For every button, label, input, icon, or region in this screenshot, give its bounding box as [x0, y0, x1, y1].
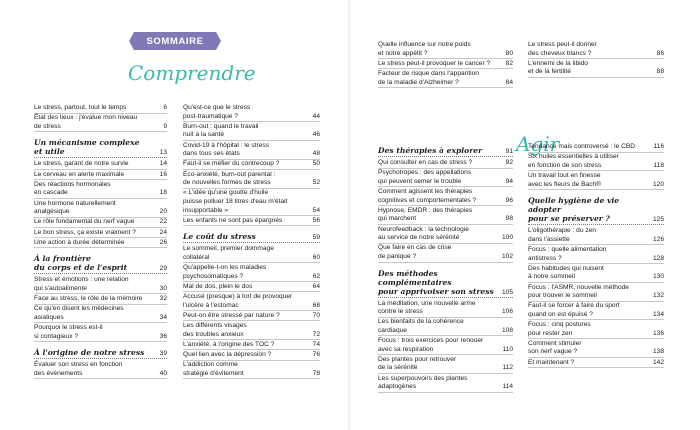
toc-column-1 — [34, 104, 167, 380]
toc-entry — [183, 264, 320, 282]
page-number: 36 — [159, 332, 167, 340]
page-number: 39 — [159, 350, 167, 358]
entry-title: Facteur de risque dans l'apparition de la maladie d'Alzheimer ? — [378, 69, 479, 86]
entry-title: Les superpouvoirs des plantes adaptogènes — [378, 374, 468, 391]
entry-title: Le rôle fondamental du nerf vague — [34, 218, 135, 226]
entry-title: L'oligothérapie : du zen dans l'assiette — [528, 227, 596, 243]
page-number: 76 — [312, 350, 320, 358]
entry-title: Hypnose, EMDR : des thérapies qui marchent — [378, 206, 473, 223]
entry-title: Le bon stress, ça existe vraiment ? — [34, 228, 136, 236]
entry-title: Peut-on être stressé par nature ? — [183, 311, 280, 319]
page-number: 52 — [312, 179, 320, 187]
toc-entry — [183, 293, 320, 311]
entry-title: L'anxiété, à l'origine des TOC ? — [183, 340, 275, 348]
page-number: 18 — [159, 189, 167, 197]
entry-title: Le stress peut-il provoquer le cancer ? — [378, 59, 491, 67]
toc-entry — [378, 226, 513, 244]
toc-section-heading — [34, 254, 167, 274]
entry-title: Un travail tout en finesse avec les fleurs de Bach® — [528, 171, 602, 188]
page-number: 128 — [652, 254, 664, 262]
entry-title: Six huiles essentielles à utiliser en fonction de son stress — [528, 153, 619, 169]
toc-column-4 — [528, 143, 664, 369]
toc-entry — [183, 245, 320, 263]
toc-entry — [34, 229, 167, 239]
section-heading-text: Quelle hygiène de vie adopter pour se préserver ? — [528, 196, 620, 224]
toc-column-2 — [183, 104, 320, 380]
page-number: 78 — [312, 369, 320, 377]
section-heading-text: Des thérapies à explorer — [378, 146, 483, 155]
toc-entry — [183, 322, 320, 340]
page-number: 74 — [312, 340, 320, 348]
toc-entry — [183, 312, 320, 322]
toc-entry — [34, 104, 167, 114]
toc-entry — [34, 361, 167, 379]
toc-entry — [378, 70, 513, 88]
section-heading-text: À la frontière du corps et de l'esprit — [34, 254, 128, 273]
entry-title: Des habitudes qui nuisent à notre sommeil — [528, 264, 604, 281]
page-number: 50 — [312, 160, 320, 168]
section-title-comprendre: Comprendre — [128, 61, 256, 85]
page-number: 46 — [312, 131, 320, 139]
page-number: 22 — [159, 218, 167, 226]
entry-title: Les différents visages des troubles anxieux — [183, 322, 247, 338]
entry-title: Le sommeil, premier dommage collatéral — [183, 245, 274, 261]
page-number: 106 — [501, 308, 513, 316]
toc-entry — [378, 356, 513, 374]
section-title-agir: Agir — [516, 132, 560, 156]
entry-title: Le stress, garant de notre survie — [34, 160, 129, 168]
entry-title: Qui consulter en cas de stress ? — [378, 159, 473, 166]
page-number: 105 — [501, 288, 513, 296]
toc-entry — [34, 239, 167, 249]
page-number: 44 — [312, 112, 320, 120]
entry-title: Pourquoi le stress est-il si contagieux ? — [34, 324, 103, 340]
page-number: 132 — [652, 292, 664, 300]
toc-section-heading — [378, 269, 513, 298]
entry-title: Quel lien avec la dépression ? — [183, 350, 272, 358]
page-number: 68 — [312, 301, 320, 309]
toc-entry — [378, 337, 513, 355]
toc-entry — [34, 324, 167, 342]
page-number: 6 — [163, 104, 167, 111]
entry-title: Comment agissent les thérapies cognitives et comportementales ? — [378, 187, 477, 204]
toc-entry — [378, 207, 513, 225]
toc-entry — [378, 60, 513, 70]
entry-title: Stress et émotions : une relation qui s'autoalimente — [34, 276, 129, 292]
toc-entry — [528, 321, 664, 339]
toc-entry — [183, 283, 320, 293]
entry-title: Des plantes pour retrouver de la sérénité — [378, 355, 457, 372]
toc-entry — [528, 340, 664, 358]
toc-entry — [34, 200, 167, 218]
entry-title: Qu'est-ce que le stress post-traumatique ? — [183, 104, 251, 120]
toc-entry — [378, 244, 513, 262]
entry-title: Mal de dos, plein le dos — [183, 282, 253, 290]
page-number: 100 — [501, 234, 513, 242]
toc-entry — [183, 361, 320, 379]
entry-title: Focus : trois exercices pour renouer avec sa respiration — [378, 337, 484, 353]
page-number: 60 — [312, 253, 320, 261]
entry-title: Une action à durée déterminée — [34, 238, 125, 246]
entry-title: Focus : quelle alimentation antistress ? — [528, 245, 607, 262]
toc-entry — [183, 341, 320, 351]
toc-entry — [528, 227, 664, 245]
toc-entry — [34, 181, 167, 199]
entry-title: Faut-il se forcer à faire du sport quand on est épuisé ? — [528, 302, 620, 318]
toc-entry — [378, 41, 513, 59]
entry-title: Éco-anxiété, burn-out parental : de nouvelles formes de stress — [183, 170, 276, 187]
entry-title: Covid-19 à l'hôpital : le stress dans tous ses états — [183, 141, 269, 158]
entry-title: Le cerveau en alerte maximale — [34, 170, 125, 178]
section-heading-text: À l'origine de notre stress — [34, 348, 145, 358]
page-number: 48 — [312, 150, 320, 158]
toc-entry — [183, 189, 320, 216]
toc-section-heading — [34, 348, 167, 359]
page-number: 118 — [653, 161, 664, 169]
toc-entry — [528, 246, 664, 264]
toc-column-3 — [378, 140, 513, 393]
page-number: 108 — [501, 326, 513, 334]
toc-entry — [528, 302, 664, 320]
page-number: 26 — [159, 238, 167, 246]
sommaire-banner: SOMMAIRE — [134, 32, 216, 50]
page-number: 92 — [505, 159, 513, 166]
toc-section-heading — [183, 232, 320, 243]
section-heading-text: Le coût du stress — [183, 232, 256, 242]
page-number: 32 — [159, 295, 167, 303]
toc-entry — [183, 104, 320, 122]
toc-entry — [34, 160, 167, 170]
page-number: 24 — [159, 228, 167, 236]
toc-entry — [378, 188, 513, 206]
page-number: 114 — [502, 383, 513, 391]
page-number: 82 — [505, 59, 513, 67]
toc-entry — [528, 265, 664, 283]
page-number: 80 — [505, 49, 513, 57]
toc-entry — [528, 143, 664, 153]
toc-entry — [183, 171, 320, 189]
entry-title: Focus : cinq postures pour rester zen — [528, 321, 591, 337]
page-number: 102 — [501, 252, 513, 260]
page-number: 14 — [159, 160, 167, 168]
page-number: 16 — [159, 170, 167, 178]
entry-title: L'addiction comme stratégie d'évitement — [183, 361, 244, 377]
page-number: 40 — [159, 369, 167, 377]
toc-entry — [378, 159, 513, 169]
page-number: 64 — [312, 282, 320, 290]
toc-entry — [378, 300, 513, 318]
page-number: 56 — [312, 216, 320, 224]
entry-title: Le stress peut-il donner des cheveux blancs ? — [528, 41, 597, 57]
page-number: 130 — [652, 273, 664, 281]
entry-title: « L'idée qu'une goutte d'huile puisse polluer 18 litres d'eau m'était insupportable » — [183, 189, 288, 214]
entry-title: Et maintenant ? — [528, 358, 575, 366]
section-heading-text: Des méthodes complémentaires pour apprivoiser son stress — [378, 268, 494, 296]
toc-entry — [34, 305, 167, 323]
toc-entry — [528, 284, 664, 302]
toc-entry — [183, 351, 320, 361]
entry-title: Comment stimuler son nerf vague ? — [528, 339, 582, 356]
toc-section-heading — [378, 146, 513, 157]
page-gutter — [348, 0, 352, 430]
page-number: 125 — [652, 216, 664, 224]
page-number: 86 — [656, 49, 664, 57]
toc-entry — [34, 295, 167, 305]
toc-entry — [34, 114, 167, 132]
toc-entry — [183, 123, 320, 141]
page-number: 91 — [505, 148, 513, 155]
toc-entry — [528, 359, 664, 369]
toc-entry — [378, 375, 513, 393]
page-number: 110 — [502, 345, 513, 353]
entry-title: Le stress, partout, tout le temps — [34, 104, 127, 111]
entry-title: Psychotropes : des appellations qui peuvent semer le trouble — [378, 169, 472, 185]
toc-entry — [34, 171, 167, 181]
toc-entry — [183, 160, 320, 170]
toc-entry — [34, 218, 167, 228]
page-number: 9 — [163, 122, 167, 130]
entry-title: Les bienfaits de la cohérence cardiaque — [378, 318, 464, 334]
page-number: 94 — [505, 177, 513, 185]
entry-title: Une hormone naturellement analgésique — [34, 199, 116, 216]
entry-title: Des réactions hormonales en cascade — [34, 180, 111, 197]
entry-title: Ce qu'en disent les médecines asiatiques — [34, 305, 124, 321]
page-number: 112 — [502, 364, 513, 372]
toc-entry — [528, 153, 664, 171]
toc-section-heading — [528, 196, 664, 225]
toc-entry — [528, 60, 664, 78]
page-number: 20 — [159, 208, 167, 216]
entry-title: Accusé (presque) à tort de provoquer l'ulcère à l'estomac — [183, 293, 293, 309]
entry-title: Les enfants ne sont pas épargnés — [183, 216, 283, 224]
toc-entry — [378, 169, 513, 187]
toc-entry — [183, 142, 320, 160]
page-number: 29 — [159, 265, 167, 273]
page-number: 34 — [159, 313, 167, 321]
page-number: 13 — [159, 149, 167, 157]
entry-title: Quelle influence sur notre poids et notre appétit ? — [378, 41, 471, 57]
page-number: 116 — [653, 143, 664, 150]
page-number: 98 — [505, 215, 513, 223]
toc-entry — [183, 217, 320, 227]
page-number: 134 — [652, 310, 664, 318]
page-number: 70 — [312, 311, 320, 319]
toc-entry — [528, 41, 664, 59]
page-number: 136 — [652, 329, 664, 337]
entry-title: La méditation, une nouvelle arme contre le stress — [378, 299, 476, 316]
entry-title: Neurofeedback : la technologie au service de notre sérénité — [378, 225, 469, 242]
toc-section-heading — [34, 138, 167, 158]
entry-title: Tendance mais controversé : le CBD — [528, 143, 636, 150]
entry-title: Burn-out : quand le travail nuit à la santé — [183, 122, 259, 139]
entry-title: Évaluer son stress en fonction des événements — [34, 361, 123, 377]
entry-title: Que faire en cas de crise de panique ? — [378, 244, 452, 260]
toc-entry — [528, 172, 664, 190]
entry-title: Faut-il se méfier du contrecoup ? — [183, 160, 280, 168]
page-number: 54 — [312, 206, 320, 214]
page-number: 142 — [652, 358, 664, 366]
toc-entry — [378, 318, 513, 336]
page-number: 84 — [505, 78, 513, 86]
entry-title: État des lieux : j'évalue mon niveau de stress — [34, 114, 138, 130]
entry-title: Focus : l'ASMR, nouvelle méthode pour trouver le sommeil — [528, 283, 629, 300]
page-number: 88 — [656, 68, 664, 76]
toc-column-4-top — [528, 41, 664, 79]
page-number: 120 — [652, 180, 664, 188]
page-number: 72 — [312, 330, 320, 338]
page-number: 30 — [159, 284, 167, 292]
entry-title: Face au stress, le rôle de la mémoire — [34, 295, 143, 303]
entry-title: L'ennemi de la libido et de la fertilité — [528, 59, 588, 76]
page-number: 96 — [505, 196, 513, 204]
page-number: 126 — [652, 235, 664, 243]
toc-column-3-top — [378, 41, 513, 89]
page-number: 59 — [312, 234, 320, 242]
page-number: 62 — [312, 272, 320, 280]
toc-entry — [34, 276, 167, 294]
page-number: 138 — [652, 348, 664, 356]
entry-title: Qu'appelle-t-on les maladies psychosomatiques ? — [183, 264, 267, 280]
section-heading-text: Un mécanisme complexe et utile — [34, 138, 140, 157]
